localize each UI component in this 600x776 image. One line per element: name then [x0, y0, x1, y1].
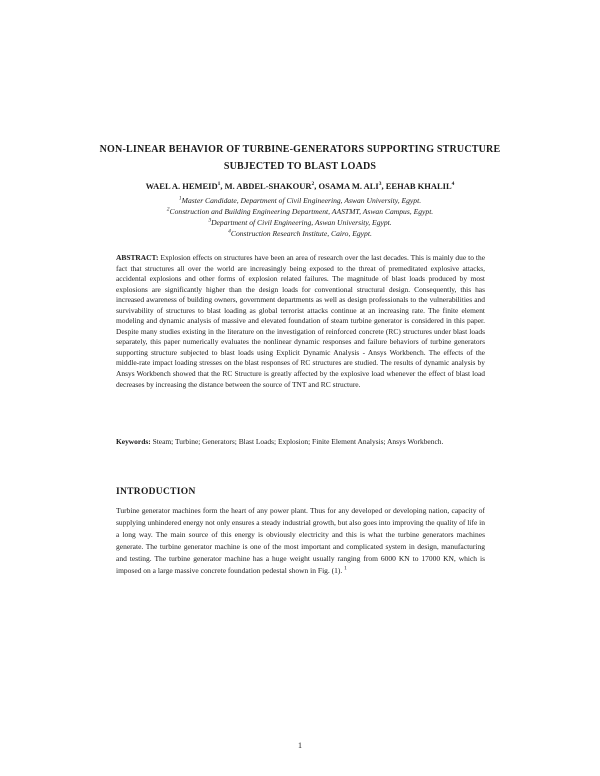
author-name: OSAMA M. ALI: [318, 181, 379, 191]
introduction-paragraph: [116, 505, 485, 578]
author-affiliation-mark: 2: [311, 181, 315, 188]
keywords: [116, 437, 485, 448]
affiliation-mark: 4: [228, 228, 231, 235]
affiliation-mark: 1: [178, 195, 182, 202]
affiliation-mark: 3: [208, 217, 212, 224]
author-separator: ,: [220, 181, 225, 191]
affiliation-text: Master Candidate, Department of Civil Engineering, Aswan University, Egypt.: [181, 196, 422, 205]
affiliation-text: Construction and Building Engineering Department, AASTMT, Aswan Campus, Egypt.: [169, 207, 434, 216]
affiliation-line: [90, 228, 510, 239]
page-number: 1: [298, 741, 302, 750]
affiliation-line: [90, 206, 510, 217]
affiliation-line: [90, 217, 510, 228]
author-name: WAEL A. HEMEID: [145, 181, 218, 191]
affiliation-text: Construction Research Institute, Cairo, Egypt.: [230, 229, 372, 238]
author-separator: ,: [381, 181, 386, 191]
paper-title: NON-LINEAR BEHAVIOR OF TURBINE-GENERATORS SUPPORTING STRUCTURE SUBJECTED TO BLAST LOADS: [99, 144, 501, 172]
section-heading-introduction: INTRODUCTION: [116, 487, 196, 497]
author-affiliation-mark: 3: [378, 181, 382, 188]
abstract: [116, 253, 485, 390]
author-list: [60, 180, 540, 192]
author-name: EEHAB KHALIL: [385, 181, 452, 191]
author-name: M. ABDEL-SHAKOUR: [224, 181, 312, 191]
reference-superscript: 1: [344, 565, 347, 572]
author-separator: ,: [314, 181, 319, 191]
affiliation-text: Department of Civil Engineering, Aswan University, Egypt.: [211, 218, 392, 227]
introduction-text: Turbine generator machines form the heart of any power plant. Thus for any developed or developing nation, capacity of supplying unhindered energy not only ensures a steady industrial growth, but also goes into improving the quality of life in a long way. The main source of this energy is obviously electricity and this is what the turbine generators machines generate. The turbine generator machine is one of the most important and complicated system in design, manufacturing and testing. The turbine generator machine has a huge weight usually ranging from 6000 KN to 17000 KN, which is imposed on a large massive concrete foundation pedestal shown in Fig. (1).: [116, 506, 485, 576]
abstract-label: ABSTRACT:: [116, 253, 159, 262]
affiliation-mark: 2: [166, 206, 170, 213]
affiliation-list: [90, 195, 510, 239]
keywords-text: Steam; Turbine; Generators; Blast Loads; Explosion; Finite Element Analysis; Ansys Workbench.: [152, 437, 444, 446]
author-affiliation-mark: 4: [451, 181, 455, 188]
author-affiliation-mark: 1: [217, 181, 221, 188]
affiliation-line: [90, 195, 510, 206]
keywords-label: Keywords:: [116, 437, 151, 446]
abstract-text: Explosion effects on structures have been an area of research over the last decades. This is mainly due to the fact that structures all over the world are increasingly being exposed to the threat of premeditated explosive attacks, accidental explosions and other forms of explosion related failures. The magnitude of blast loads produced by most explosions are significantly higher than the design loads for conventional structural design. Consequently, this has increased awareness of building owners, government departments as well as design professionals to the vulnerabilities and survivability of structures to blast loading as global terrorist attacks continue at an increasing rate. The finite element modeling and dynamic analysis of massive and elevated foundation of steam turbine generator is considered in this paper. Despite many studies existing in the literature on the investigation of reinforced concrete (RC) structures under blast loads separately, this paper numerically evaluates the nonlinear dynamic responses and failure behaviors of turbine generators supporting structure subjected to blast loads using Explicit Dynamic Analysis - Ansys Workbench. The effects of the middle-rate impact loading stresses on the blast responses of RC structures are studied. The results of dynamic analysis by Ansys Workbench showed that the RC Structure is greatly affected by the explosive load whenever the effect of blast load decreases by increasing the distance between the source of TNT and RC structure.: [116, 253, 485, 389]
